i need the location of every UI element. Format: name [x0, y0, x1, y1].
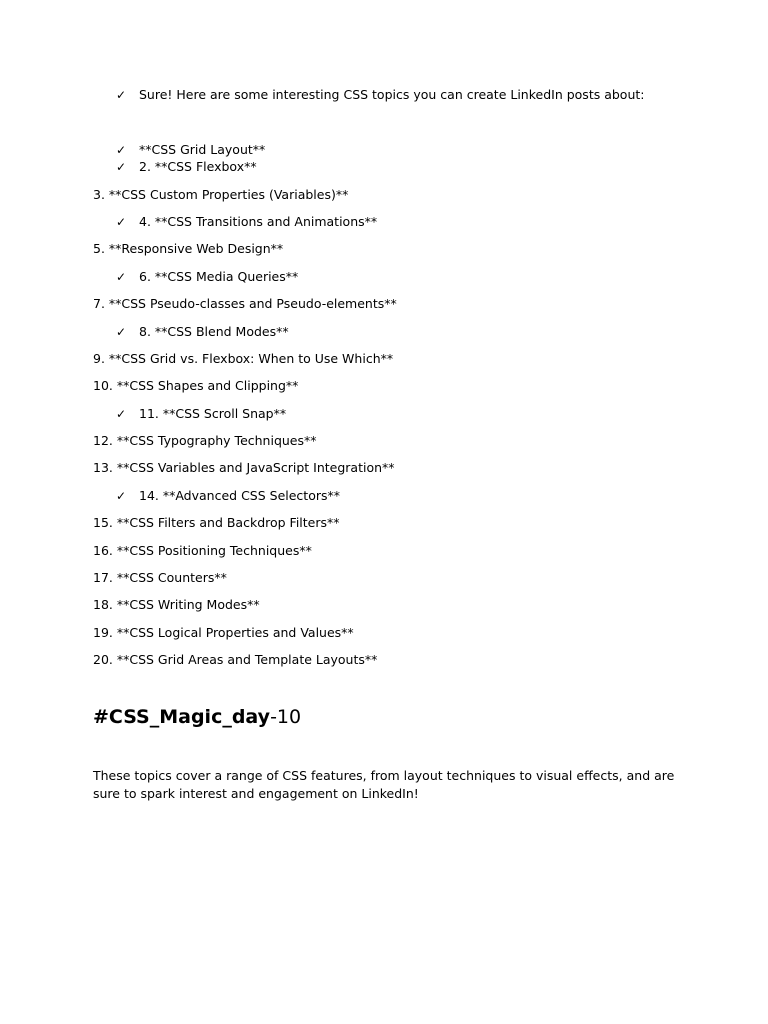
list-item-text: 3. **CSS Custom Properties (Variables)** [93, 187, 349, 202]
list-item-text: 2. **CSS Flexbox** [139, 159, 257, 174]
list-item-text: 14. **Advanced CSS Selectors** [139, 488, 341, 503]
checkmark-icon: ✓ [116, 160, 127, 174]
list-item-text: 20. **CSS Grid Areas and Template Layouts** [93, 652, 378, 667]
intro-line [116, 87, 645, 103]
list-item [116, 142, 265, 158]
list-item [116, 324, 289, 340]
list-item-text: 18. **CSS Writing Modes** [93, 597, 260, 612]
list-item [116, 269, 298, 285]
list-item-text: 15. **CSS Filters and Backdrop Filters** [93, 515, 340, 530]
list-item-text: **CSS Grid Layout** [139, 142, 266, 157]
list-item [93, 515, 340, 531]
list-item [93, 570, 227, 586]
list-item-text: 10. **CSS Shapes and Clipping** [93, 378, 299, 393]
list-item-text: 17. **CSS Counters** [93, 570, 227, 585]
checkmark-icon: ✓ [116, 270, 127, 284]
list-item-text: 12. **CSS Typography Techniques** [93, 433, 317, 448]
list-item [93, 296, 397, 312]
list-item-text: 11. **CSS Scroll Snap** [139, 406, 287, 421]
list-item [116, 214, 377, 230]
list-item-text: 4. **CSS Transitions and Animations** [139, 214, 378, 229]
list-item [116, 406, 286, 422]
list-item [93, 187, 348, 203]
list-item-text: 7. **CSS Pseudo-classes and Pseudo-elements** [93, 296, 397, 311]
list-item [93, 652, 377, 668]
list-item-text: 6. **CSS Media Queries** [139, 269, 299, 284]
list-item-text: 8. **CSS Blend Modes** [139, 324, 289, 339]
list-item [93, 597, 260, 613]
intro-text: Sure! Here are some interesting CSS topics you can create LinkedIn posts about: [139, 87, 645, 102]
checkmark-icon: ✓ [116, 143, 127, 157]
list-item-text: 13. **CSS Variables and JavaScript Integration** [93, 460, 395, 475]
list-item [116, 488, 340, 504]
list-item [116, 159, 257, 175]
hashtag-bold: #CSS_Magic_day [93, 706, 271, 728]
checkmark-icon: ✓ [116, 88, 127, 102]
list-item [93, 460, 395, 476]
list-item [93, 351, 393, 367]
list-item [93, 543, 312, 559]
list-item [93, 433, 317, 449]
list-item-text: 9. **CSS Grid vs. Flexbox: When to Use Which** [93, 351, 394, 366]
list-item-text: 19. **CSS Logical Properties and Values** [93, 625, 354, 640]
checkmark-icon: ✓ [116, 489, 127, 503]
checkmark-icon: ✓ [116, 407, 127, 421]
list-item-text: 16. **CSS Positioning Techniques** [93, 543, 312, 558]
list-item [93, 241, 283, 257]
hashtag-suffix: -10 [270, 706, 302, 728]
checkmark-icon: ✓ [116, 325, 127, 339]
checkmark-icon: ✓ [116, 215, 127, 229]
list-item [93, 625, 354, 641]
list-item-text: 5. **Responsive Web Design** [93, 241, 284, 256]
closing-paragraph: These topics cover a range of CSS features, from layout techniques to visual effects, and are sure to spark interest and engagement on LinkedIn! [93, 768, 675, 801]
hashtag-heading [93, 706, 301, 728]
list-item [93, 378, 298, 394]
